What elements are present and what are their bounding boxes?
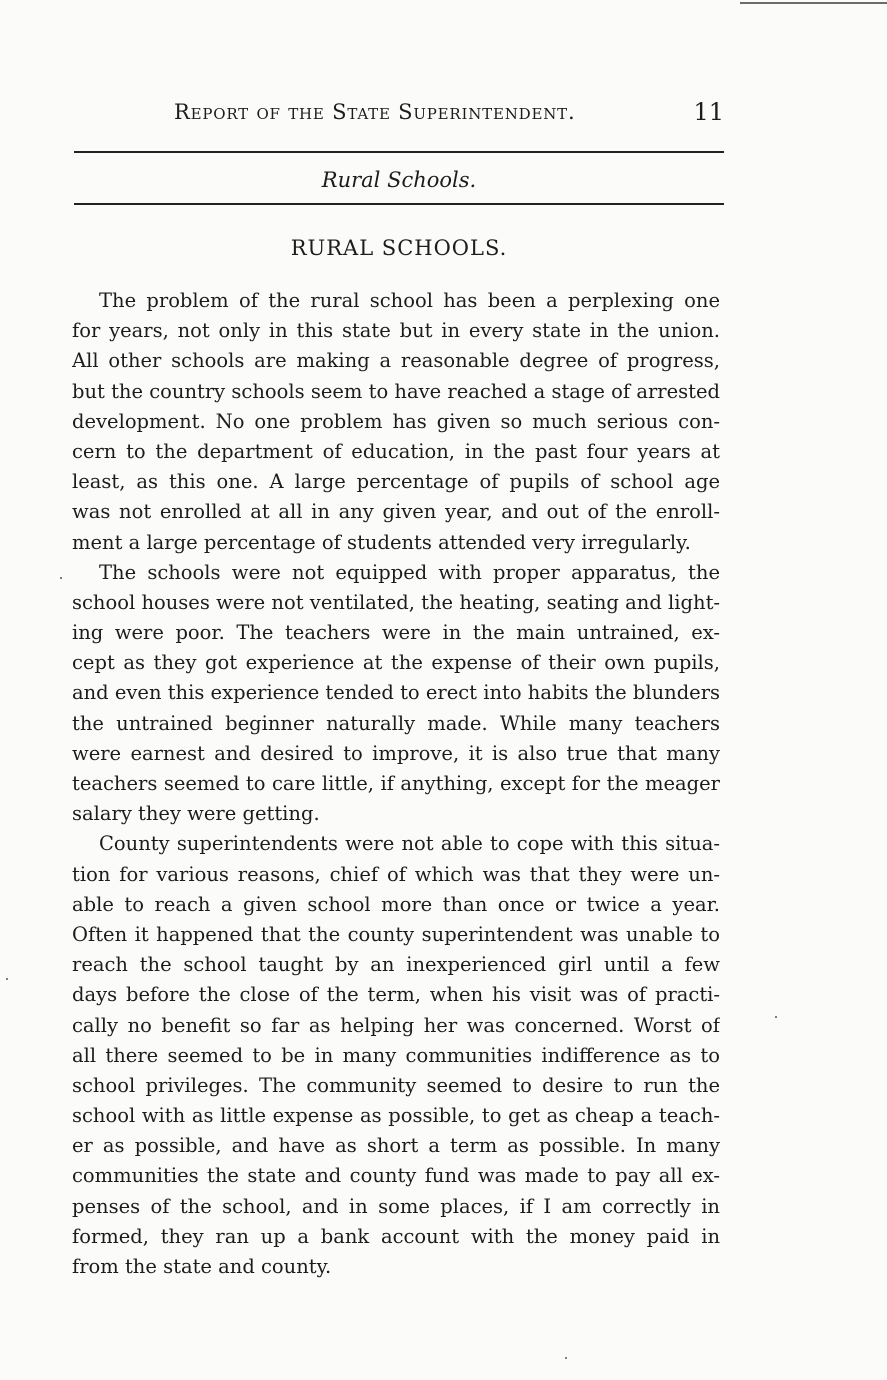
print-speck	[6, 978, 8, 980]
article-title: RURAL SCHOOLS.	[290, 236, 508, 260]
page-header	[74, 96, 724, 132]
body-line: communities the state and county fund was made to pay all ex-	[72, 1164, 720, 1188]
body-line: cern to the department of education, in the past four years at	[72, 439, 720, 463]
body-text	[72, 286, 720, 1282]
body-line: tion for various reasons, chief of which was that they were un-	[72, 862, 720, 886]
body-line: The problem of the rural school has been a perplexing one	[99, 289, 720, 312]
body-line: school with as little expense as possible, to get as cheap a teach-	[72, 1104, 720, 1128]
body-line: least, as this one. A large percentage of pupils of school age	[72, 470, 720, 494]
print-speck	[565, 1357, 567, 1359]
body-line: able to reach a given school more than once or twice a year.	[72, 892, 720, 916]
print-speck	[60, 577, 62, 579]
body-line: ment a large percentage of students attended very irregularly.	[72, 530, 691, 554]
body-line: school houses were not ventilated, the heating, seating and light-	[72, 590, 720, 614]
body-line: cally no benefit so far as helping her was concerned. Worst of	[72, 1013, 720, 1037]
body-line: penses of the school, and in some places, if I am correctly in	[72, 1194, 720, 1218]
body-line: school privileges. The community seemed to desire to run the	[72, 1073, 720, 1097]
body-line: all there seemed to be in many communities indifference as to	[72, 1043, 720, 1067]
page-edge-line	[740, 2, 887, 4]
body-line: days before the close of the term, when his visit was of practi-	[72, 983, 720, 1007]
body-line: reach the school taught by an inexperienced girl until a few	[72, 953, 720, 977]
body-line: development. No one problem has given so much serious con-	[72, 409, 720, 433]
body-line: ing were poor. The teachers were in the main untrained, ex-	[72, 621, 720, 645]
section-subtitle: Rural Schools.	[321, 168, 477, 192]
body-line: from the state and county.	[72, 1255, 332, 1278]
header-rule-bottom	[74, 203, 724, 205]
body-line: formed, they ran up a bank account with the money paid in	[72, 1224, 720, 1248]
body-line: Often it happened that the county superintendent was unable to	[72, 922, 720, 946]
body-line: and even this experience tended to erect into habits the blunders	[72, 681, 720, 705]
body-line: the untrained beginner naturally made. While many teachers	[72, 711, 720, 735]
body-line: salary they were getting.	[72, 802, 320, 826]
body-line: er as possible, and have as short a term as possible. In many	[72, 1134, 720, 1158]
body-line: were earnest and desired to improve, it is also true that many	[72, 741, 720, 765]
print-speck	[775, 1016, 777, 1018]
body-line: All other schools are making a reasonable degree of progress,	[72, 349, 720, 373]
running-title: Report of the State Superintendent.	[174, 100, 576, 124]
page-number: 11	[693, 98, 724, 126]
body-line: but the country schools seem to have reached a stage of arrested	[72, 379, 720, 403]
header-rule-top	[74, 151, 724, 153]
body-line: cept as they got experience at the expense of their own pupils,	[72, 651, 720, 675]
body-line: County superintendents were not able to cope with this situa-	[99, 832, 720, 856]
body-line: The schools were not equipped with proper apparatus, the	[99, 560, 720, 584]
body-line: was not enrolled at all in any given year, and out of the enroll-	[72, 500, 720, 524]
body-line: teachers seemed to care little, if anything, except for the meager	[72, 772, 720, 795]
body-line: for years, not only in this state but in every state in the union.	[72, 319, 720, 343]
